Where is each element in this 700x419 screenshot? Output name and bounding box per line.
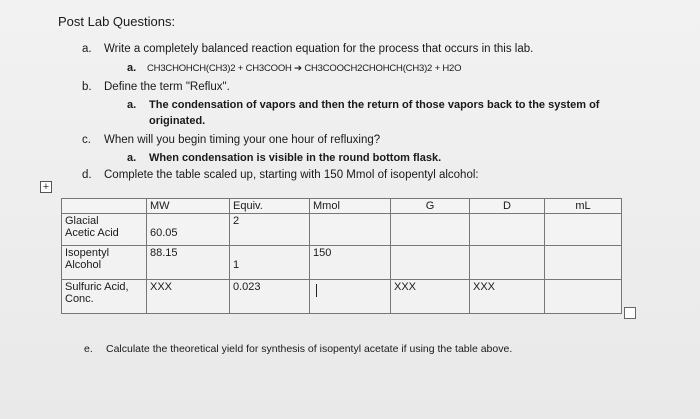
question-a-text: Write a completely balanced reaction equation for the process that occurs in this lab. bbox=[104, 43, 534, 55]
table-cell-ml[interactable] bbox=[545, 280, 622, 314]
table-cell-equiv[interactable]: 0.023 bbox=[230, 280, 310, 314]
table-cell-mw[interactable]: XXX bbox=[147, 280, 230, 314]
table-cell-reagent[interactable] bbox=[62, 214, 147, 246]
question-d-text: Complete the table scaled up, starting with 150 Mmol of isopentyl alcohol: bbox=[104, 169, 479, 181]
page-title: Post Lab Questions: bbox=[58, 14, 176, 29]
text-cursor bbox=[316, 284, 317, 297]
table-header-row bbox=[62, 199, 622, 214]
table-cell-mw[interactable]: 88.15 bbox=[147, 246, 230, 280]
question-c-marker: c. bbox=[82, 134, 91, 146]
table-row bbox=[62, 246, 622, 280]
reagent-name-line2: Acetic Acid bbox=[65, 227, 119, 239]
answer-c-marker: a. bbox=[127, 152, 137, 164]
product-water: H2O bbox=[442, 63, 462, 74]
answer-b-line2: originated. bbox=[149, 115, 206, 127]
table-header-cell[interactable]: mL bbox=[545, 199, 622, 214]
table-cell-g[interactable] bbox=[391, 246, 470, 280]
table-move-handle-icon[interactable]: + bbox=[40, 181, 52, 193]
question-c-text: When will you begin timing your one hour of refluxing? bbox=[104, 134, 381, 146]
question-a-marker: a. bbox=[82, 43, 92, 55]
table-cell-mw[interactable] bbox=[147, 214, 230, 246]
reactant-acid: CH3COOH bbox=[245, 63, 292, 74]
question-d-marker: d. bbox=[82, 169, 92, 181]
table-header-cell[interactable]: D bbox=[470, 199, 545, 214]
table-cell-ml[interactable] bbox=[545, 214, 622, 246]
question-e-text: Calculate the theoretical yield for synthesis of isopentyl acetate if using the table above. bbox=[106, 343, 513, 355]
table-cell-ml[interactable] bbox=[545, 246, 622, 280]
reaction-equation bbox=[147, 63, 461, 74]
table-header-cell[interactable]: Mmol bbox=[310, 199, 391, 214]
table-row bbox=[62, 214, 622, 246]
table-cell-d[interactable] bbox=[470, 246, 545, 280]
mw-value: 60.05 bbox=[150, 227, 178, 239]
reaction-arrow-icon: ➔ bbox=[294, 63, 302, 74]
answer-b-line1: The condensation of vapors and then the return of those vapors back to the system of bbox=[149, 99, 600, 111]
answer-c-text: When condensation is visible in the round bottom flask. bbox=[149, 152, 442, 164]
table-cell-equiv[interactable] bbox=[230, 246, 310, 280]
table-cell-g[interactable]: XXX bbox=[391, 280, 470, 314]
reagent-name: Sulfuric Acid, Conc. bbox=[65, 281, 129, 305]
plus-sign: + bbox=[434, 63, 440, 74]
question-e-marker: e. bbox=[84, 343, 93, 355]
answer-b-marker: a. bbox=[127, 99, 137, 111]
product-ester: CH3COOCH2CHOHCH(CH3)2 bbox=[304, 63, 433, 74]
table-row bbox=[62, 280, 622, 314]
table-cell-g[interactable] bbox=[391, 214, 470, 246]
equiv-value: 1 bbox=[233, 259, 240, 271]
reagent-name: Isopentyl Alcohol bbox=[65, 247, 110, 271]
table-header-cell[interactable]: G bbox=[391, 199, 470, 214]
table-header-cell[interactable]: Equiv. bbox=[230, 199, 310, 214]
question-b-marker: b. bbox=[82, 81, 92, 93]
table-cell-mmol[interactable] bbox=[310, 280, 391, 314]
table-cell-reagent[interactable] bbox=[62, 280, 147, 314]
reagent-name-line1: Glacial bbox=[65, 215, 99, 227]
table-cell-mmol[interactable] bbox=[310, 214, 391, 246]
table-cell-mmol[interactable]: 150 bbox=[310, 246, 391, 280]
table-header-cell[interactable] bbox=[62, 199, 147, 214]
table-cell-equiv[interactable]: 2 bbox=[230, 214, 310, 246]
table-cell-d[interactable] bbox=[470, 214, 545, 246]
table-cell-reagent[interactable] bbox=[62, 246, 147, 280]
table-header-cell[interactable]: MW bbox=[147, 199, 230, 214]
reactant-alcohol: CH3CHOHCH(CH3)2 bbox=[147, 63, 236, 74]
table-cell-d[interactable]: XXX bbox=[470, 280, 545, 314]
question-b-text: Define the term "Reflux". bbox=[104, 81, 230, 93]
reagent-table bbox=[61, 198, 622, 314]
plus-sign: + bbox=[237, 63, 244, 74]
table-resize-handle-icon[interactable] bbox=[624, 307, 636, 319]
answer-a-marker: a. bbox=[127, 62, 137, 74]
